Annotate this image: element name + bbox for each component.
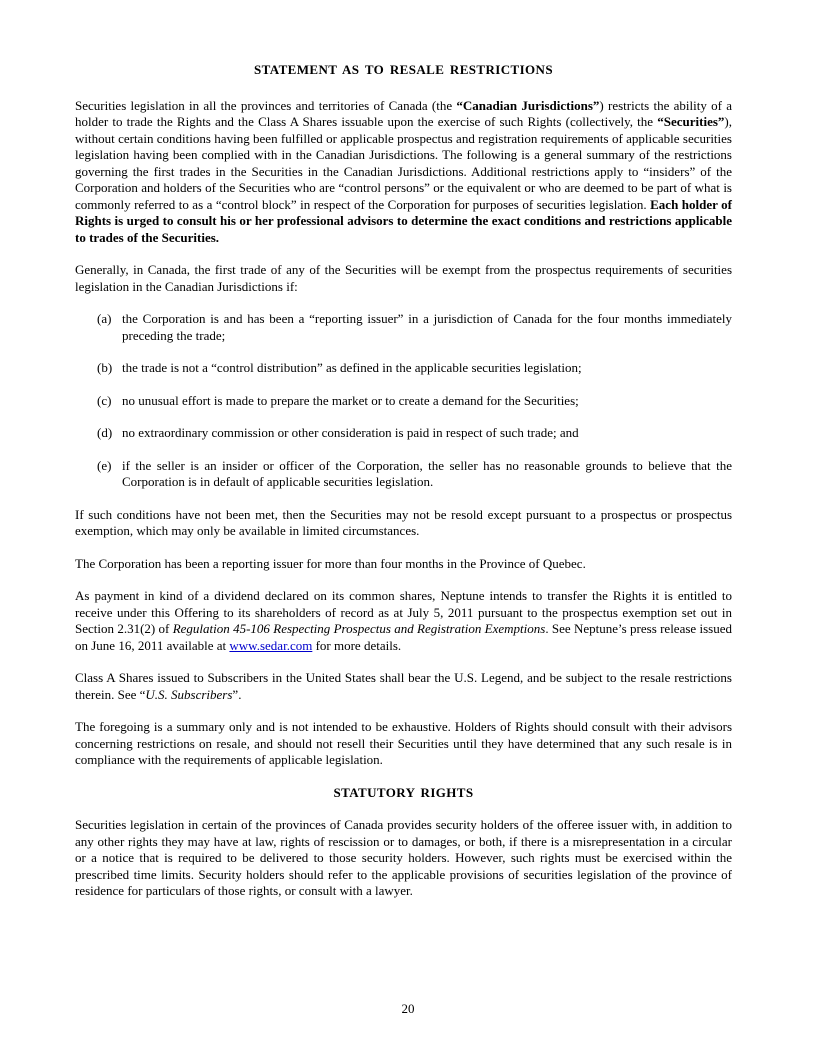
paragraph-dividend-payment	[75, 588, 732, 654]
list-item-text: the trade is not a “control distribution” as defined in the applicable securities legislation;	[122, 360, 582, 375]
regulation-title: Regulation 45-106 Respecting Prospectus and Registration Exemptions	[172, 621, 546, 636]
list-item-label: (b)	[97, 360, 113, 375]
list-item-b	[97, 360, 732, 377]
list-item-label: (d)	[97, 425, 113, 440]
us-legend-text-2: ”.	[232, 686, 242, 702]
paragraph-summary-disclaimer: The foregoing is a summary only and is not intended to be exhaustive. Holders of Rights should consult with their advisors concerning restrictions on resale, and should not resell their Securities until they have determined that any such resale is in compliance with the requirements of applicable legislation.	[75, 719, 732, 767]
intro-text-1: Securities legislation in all the provinces and territories of Canada (the	[75, 97, 457, 113]
list-item-c	[97, 393, 732, 410]
page-number: 20	[401, 1001, 415, 1016]
intro-bold-advisory: Each holder of Rights is urged to consult his or her professional advisors to determine the exact conditions and restrictions applicable to trades of the Securities.	[75, 196, 732, 245]
paragraph-general-exemption: Generally, in Canada, the first trade of any of the Securities will be exempt from the prospectus requirements of securities legislation in the Canadian Jurisdictions if:	[75, 262, 732, 294]
paragraph-reporting-issuer-quebec: The Corporation has been a reporting issuer for more than four months in the Province of Quebec.	[75, 555, 586, 571]
list-item-label: (c)	[97, 392, 112, 408]
dividend-text-2: . See Neptune’s press release issued on June 16, 2011 available at	[75, 621, 733, 653]
list-item-text: the Corporation is and has been a “reporting issuer” in a jurisdiction of Canada for the four months immediately preceding the trade;	[122, 311, 732, 343]
paragraph-intro	[75, 98, 732, 247]
paragraph-conditions-not-met: If such conditions have not been met, then the Securities may not be resold except pursuant to a prospectus or prospectus exemption, which may only be available in limited circumstances.	[75, 506, 732, 538]
list-item-text: if the seller is an insider or officer of the Corporation, the seller has no reasonable grounds to believe that the Corporation is in default of applicable securities legislation.	[122, 457, 732, 489]
dividend-text-1: As payment in kind of a dividend declared on its common shares, Neptune intends to transfer the Rights it is entitled to receive under this Offering to its shareholders of record as at July 5, 2011 pursuant to the prospectus exemption set out in Section 2.31(2) of	[75, 588, 732, 636]
heading-resale-restrictions: STATEMENT AS TO RESALE RESTRICTIONS	[254, 62, 553, 77]
list-item-a	[97, 311, 732, 344]
us-subscribers-reference: U.S. Subscribers	[145, 686, 233, 702]
list-item-label: (a)	[97, 311, 112, 326]
paragraph-us-legend	[75, 670, 732, 703]
intro-text-2: ) restricts the ability of a holder to trade the Rights and the Class A Shares issuable upon the exercise of such Rights (collectively, the	[75, 97, 733, 129]
defined-term-canadian-jurisdictions: “Canadian Jurisdictions”	[456, 97, 600, 113]
document-content	[75, 62, 732, 916]
dividend-text-3: for more details.	[312, 637, 402, 653]
sedar-link[interactable]: www.sedar.com	[229, 637, 313, 653]
us-legend-text-1: Class A Shares issued to Subscribers in the United States shall bear the U.S. Legend, and be subject to the resale restrictions therein. See “	[75, 670, 732, 702]
paragraph-statutory-rights: Securities legislation in certain of the provinces of Canada provides security holders of the offeree issuer with, in addition to any other rights they may have at law, rights of rescission or to damages, or both, if there is a misrepresentation in a circular or a notice that is required to be delivered to those security holders. However, such rights must be exercised within the prescribed time limits. Security holders should refer to the applicable provisions of securities legislation of the province of residence for particulars of those rights, or consult with a lawyer.	[75, 817, 732, 898]
heading-statutory-rights: STATUTORY RIGHTS	[333, 784, 474, 800]
list-item-e	[97, 458, 732, 491]
list-item-text: no unusual effort is made to prepare the market or to create a demand for the Securities;	[122, 392, 579, 408]
defined-term-securities: “Securities”	[657, 114, 725, 129]
list-item-d	[97, 425, 732, 442]
list-item-text: no extraordinary commission or other consideration is paid in respect of such trade; and	[122, 425, 579, 440]
list-item-label: (e)	[97, 457, 112, 473]
intro-text-3: ), without certain conditions having been fulfilled or applicable prospectus and registration requirements of applicable securities legislation having been complied with in the Canadian Jurisdictions. The following is a general summary of the restrictions governing the first trades in the Securities in the Canadian Jurisdictions. Additional restrictions apply to “insiders” of the Corporation and holders of the Securities who are “control persons” or the equivalent or who are deemed to be part of what is commonly referred to as a “control block” in respect of the Corporation for purposes of securities legislation.	[75, 114, 732, 212]
